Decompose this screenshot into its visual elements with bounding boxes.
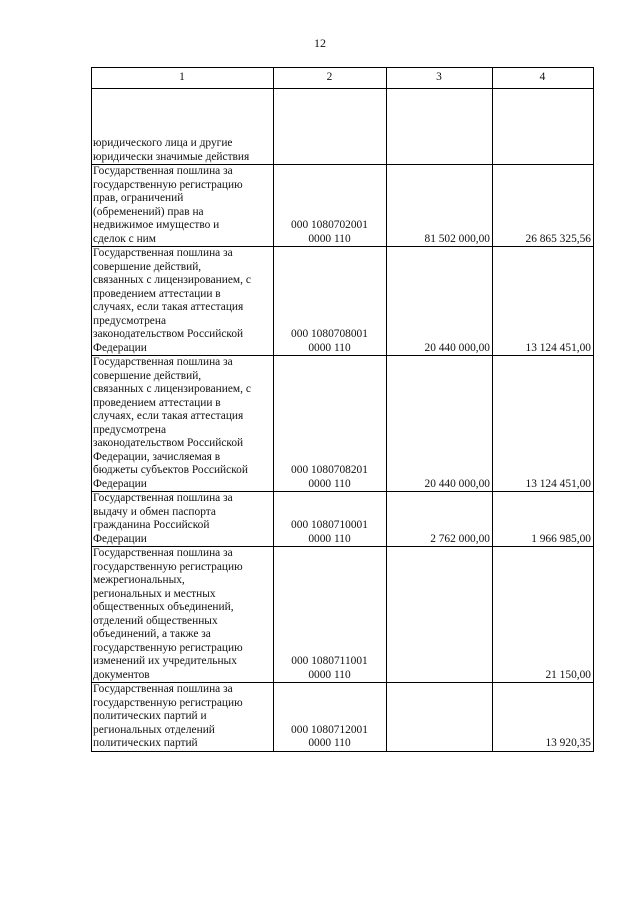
row-value-4: 13 124 451,00	[493, 356, 594, 492]
row-value-3	[387, 683, 493, 752]
row-name: Государственная пошлина за выдачу и обмен паспорта гражданина Российской Федерации	[92, 492, 274, 547]
row-name: юридического лица и другие юридически значимые действия	[92, 89, 274, 165]
table-row	[92, 683, 594, 752]
row-value-3	[387, 89, 493, 165]
row-value-4: 13 124 451,00	[493, 247, 594, 356]
row-name: Государственная пошлина за государственную регистрацию политических партий и региональных отделений политических партий	[92, 683, 274, 752]
row-code: 000 1080708001 0000 110	[274, 247, 387, 356]
row-value-4: 26 865 325,56	[493, 165, 594, 247]
row-value-3: 2 762 000,00	[387, 492, 493, 547]
header-col-3: 3	[387, 68, 493, 89]
table-row	[92, 165, 594, 247]
table-row	[92, 247, 594, 356]
row-value-4: 13 920,35	[493, 683, 594, 752]
page-number: 12	[314, 36, 326, 50]
row-value-3: 20 440 000,00	[387, 356, 493, 492]
row-value-4	[493, 89, 594, 165]
row-code	[274, 89, 387, 165]
table-row	[92, 89, 594, 165]
row-name: Государственная пошлина за государственную регистрацию межрегиональных, региональных и местных общественных объединений, отделений общественных объединений, а также за государственную регистрацию изменений их учредительных документов	[92, 547, 274, 683]
row-name: Государственная пошлина за совершение действий, связанных с лицензированием, с проведением аттестации в случаях, если такая аттестация предусмотрена законодательством Российской Федерации	[92, 247, 274, 356]
row-code: 000 1080710001 0000 110	[274, 492, 387, 547]
row-code: 000 1080712001 0000 110	[274, 683, 387, 752]
row-value-3: 81 502 000,00	[387, 165, 493, 247]
row-name: Государственная пошлина за совершение действий, связанных с лицензированием, с проведением аттестации в случаях, если такая аттестация предусмотрена законодательством Российской Федерации, зачисляемая в бюджеты субъектов Российской Федерации	[92, 356, 274, 492]
table-row	[92, 547, 594, 683]
header-col-1: 1	[92, 68, 274, 89]
header-col-2: 2	[274, 68, 387, 89]
row-code: 000 1080702001 0000 110	[274, 165, 387, 247]
row-code: 000 1080711001 0000 110	[274, 547, 387, 683]
budget-table	[91, 67, 594, 752]
row-value-4: 21 150,00	[493, 547, 594, 683]
table-header-row	[92, 68, 594, 89]
table-row	[92, 492, 594, 547]
row-value-3	[387, 547, 493, 683]
row-name: Государственная пошлина за государственную регистрацию прав, ограничений (обременений) прав на недвижимое имущество и сделок с ним	[92, 165, 274, 247]
row-value-3: 20 440 000,00	[387, 247, 493, 356]
table-row	[92, 356, 594, 492]
header-col-4: 4	[493, 68, 594, 89]
row-code: 000 1080708201 0000 110	[274, 356, 387, 492]
row-value-4: 1 966 985,00	[493, 492, 594, 547]
